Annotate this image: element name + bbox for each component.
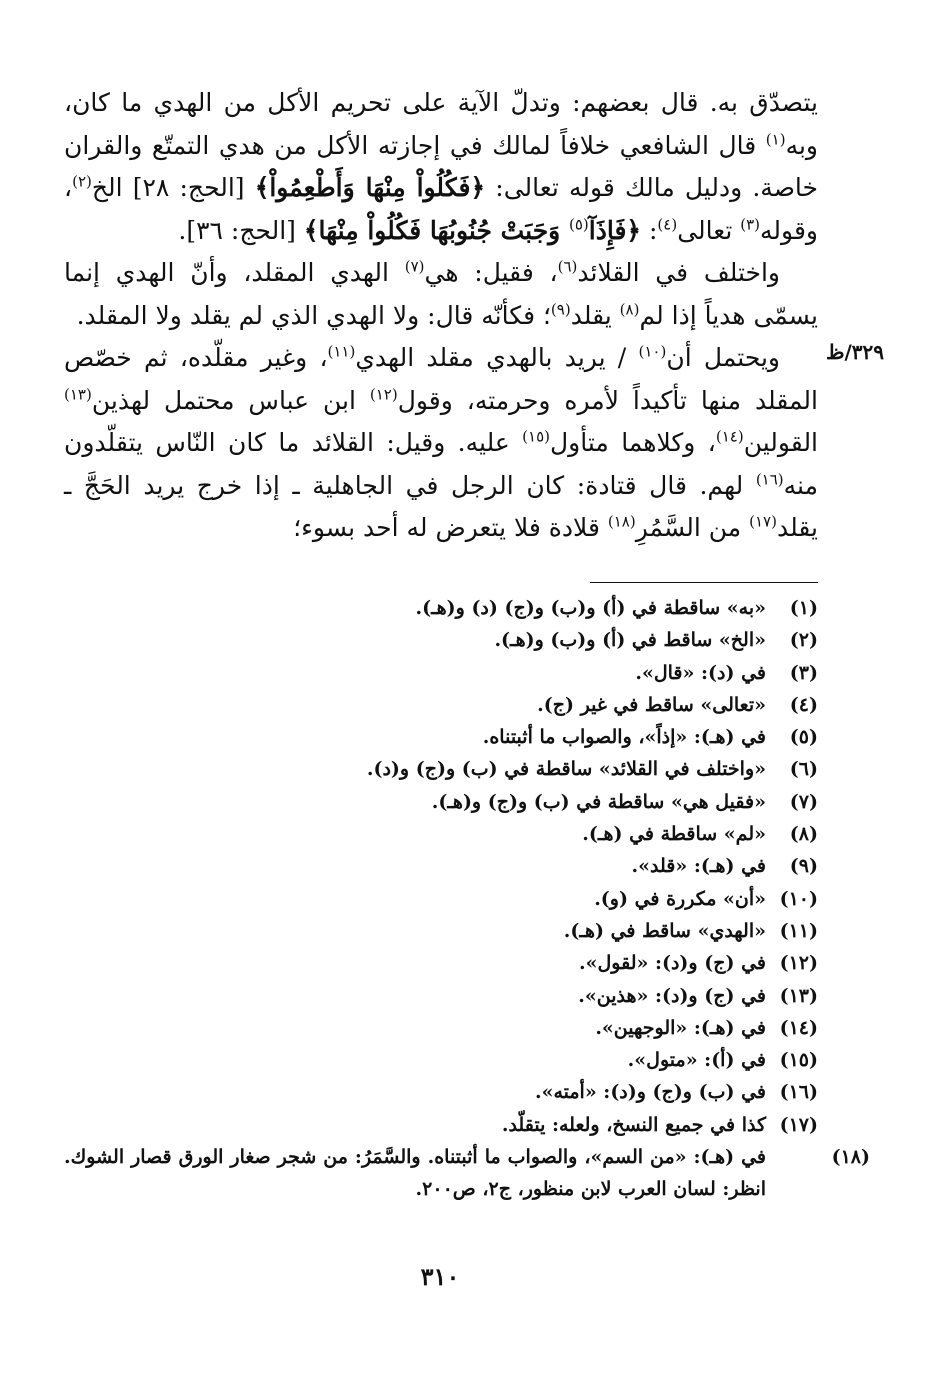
text-run: ، وغير مقلّده، ثم خصّص المقلد منها تأكيداً لأمره وحرمته، وقول <box>64 343 819 415</box>
quran-verse: وَجَبَتْ جُنُوبُهَا فَكُلُواْ مِنْهَا﴾ <box>303 215 569 245</box>
footnote-number: (٨) <box>789 823 818 846</box>
footnote-number: (٤) <box>789 693 818 716</box>
page-number: ٣١٠ <box>420 1262 460 1291</box>
footnote-8 <box>64 818 818 850</box>
footnote-ref: (٧) <box>404 257 425 276</box>
footnote-text: «أن» مكررة في (و). <box>594 887 766 910</box>
text-run: ، وقوله <box>64 173 818 245</box>
text-run: يقلد <box>570 300 620 330</box>
footnote-18 <box>64 1141 870 1206</box>
footnote-ref: (٢) <box>72 172 92 191</box>
footnote-text: في (ج) و(د): «لقول». <box>578 952 766 975</box>
footnote-number: (٣) <box>789 661 818 684</box>
text-run: من السَّمُرِ <box>635 513 750 542</box>
footnote-number: (٧) <box>789 790 818 813</box>
footnote-12 <box>64 947 818 979</box>
text-run: يتصدّق به. قال بعضهم: وتدلّ الآية على تحريم الأكل من الهدي ما كان، وبه <box>64 88 818 160</box>
footnote-number: (٩) <box>789 855 818 878</box>
footnote-text: «تعالى» ساقط في غير (ج). <box>537 693 766 716</box>
paragraph-3 <box>64 337 818 550</box>
manuscript-folio-marker: ٣٢٩/ظ <box>825 340 885 364</box>
footnote-text: في (أ): «متول». <box>627 1049 766 1072</box>
footnote-text: «به» ساقطة في (أ) و(ب) و(ج) (د) و(هـ). <box>415 597 766 619</box>
footnote-text: في (ج) و(د): «هذين». <box>578 984 766 1007</box>
footnote-17 <box>64 1109 818 1141</box>
footnote-ref: (٤) <box>657 215 678 234</box>
footnote-text: كذا في جميع النسخ، ولعله: يتقلّد. <box>501 1113 766 1136</box>
footnote-10 <box>64 883 818 915</box>
footnote-number: (٢) <box>789 629 818 652</box>
footnote-number: (٥) <box>789 726 818 749</box>
text-run: ابن عباس محتمل لهذين <box>91 385 370 415</box>
footnote-ref: (٦) <box>557 257 578 276</box>
footnote-number: (١٤) <box>779 1016 818 1039</box>
footnote-text: «واختلف في القلائد» ساقطة في (ب) و(ج) و(د). <box>366 758 766 781</box>
footnote-ref: (١٣) <box>64 385 92 404</box>
paragraph-1 <box>64 82 818 252</box>
text-run: [الحج: ٣٦]. <box>178 215 304 245</box>
footnote-ref: (٩) <box>550 300 571 319</box>
footnotes <box>64 592 870 1206</box>
text-run: قلادة فلا يتعرض له أحد بسوء؛ <box>293 513 608 542</box>
footnote-1 <box>64 592 818 624</box>
text-run: واختلف في القلائد <box>577 258 780 287</box>
text-run: ، فقيل: هي <box>424 258 558 287</box>
footnote-text: «لم» ساقطة في (هـ). <box>582 823 766 846</box>
footnote-2 <box>64 624 818 656</box>
footnote-divider <box>590 582 818 583</box>
text-run: لهم. قال قتادة: كان الرجل في الجاهلية ـ إذا خرج يريد الحَجَّ ـ يقلد <box>64 470 818 542</box>
footnote-number: (١٨) <box>831 1146 870 1169</box>
paragraph-2 <box>64 252 818 337</box>
footnote-11 <box>64 915 818 947</box>
footnote-number: (١١) <box>779 919 818 942</box>
footnote-text: في (هـ): «إذاً»، والصواب ما أثبتناه. <box>482 726 766 749</box>
footnote-number: (١٧) <box>779 1113 818 1136</box>
footnote-text: «الخ» ساقط في (أ) و(ب) و(هـ). <box>494 629 766 652</box>
quran-verse: ﴿فَكُلُواْ مِنْهَا وَأَطْعِمُواْ﴾ <box>254 173 486 202</box>
footnote-ref: (١٨) <box>607 512 636 531</box>
footnote-text: في (ب) و(ج) و(د): «أمته». <box>534 1081 766 1104</box>
footnote-ref: (١) <box>765 130 786 149</box>
footnote-15 <box>64 1044 818 1076</box>
text-run: عليه. وقيل: القلائد ما كان النّاس يتقلّدون منه <box>64 428 818 500</box>
text-run: قال الشافعي خلافاً لمالك في إجازته الأكل من هدي التمتّع والقران خاصة. ودليل مالك قوله تعالى: <box>64 130 818 202</box>
footnote-3 <box>64 657 818 689</box>
footnote-ref: (١١) <box>327 342 356 361</box>
footnote-text: في (هـ): «قلد». <box>631 855 766 878</box>
text-run: : <box>641 215 658 245</box>
footnote-5 <box>64 721 818 753</box>
footnote-ref: (٣) <box>740 215 761 234</box>
footnote-ref: (١٢) <box>369 385 398 404</box>
footnote-7 <box>64 786 818 818</box>
footnote-number: (٦) <box>789 758 818 781</box>
footnote-number: (١٣) <box>779 984 818 1007</box>
text-run: الهدي المقلد، وأنّ الهدي إنما يسمّى هدياً إذا لم <box>64 258 818 330</box>
text-run: ، وكلاهما متأول <box>550 428 716 457</box>
text-run: ؛ فكأنّه قال: ولا الهدي الذي لم يقلد ولا المقلد. <box>76 300 551 330</box>
footnote-ref: (١٥) <box>522 427 551 446</box>
footnote-ref: (١٠) <box>638 342 667 361</box>
footnote-text: «الهدي» ساقط في (هـ). <box>563 919 766 942</box>
footnote-4 <box>64 689 818 721</box>
footnote-16 <box>64 1076 818 1108</box>
footnote-text: في (د): «قال». <box>635 661 766 684</box>
main-text <box>64 82 818 550</box>
footnote-text: «فقيل هي» ساقطة في (ب) و(ج) و(هـ). <box>431 790 766 813</box>
footnote-13 <box>64 980 818 1012</box>
text-run: القولين <box>743 428 819 457</box>
footnote-text: في (هـ): «من السم»، والصواب ما أثبتناه. والسَّمَرُ: من شجر صغار الورق قصار الشوك. انظر: لسان العرب لابن منظور، ج٢، ص٢٠٠. <box>64 1146 766 1201</box>
text-run: تعالى <box>677 215 741 245</box>
footnote-14 <box>64 1012 818 1044</box>
footnote-number: (١) <box>789 597 818 619</box>
footnote-9 <box>64 850 818 882</box>
text-run: / يريد بالهدي مقلد الهدي <box>355 343 639 372</box>
footnote-ref: (١٧) <box>749 512 777 531</box>
text-run: ويحتمل أن <box>666 343 780 372</box>
footnote-number: (١٠) <box>779 887 818 910</box>
footnote-number: (١٦) <box>779 1081 818 1104</box>
quran-verse: ﴿فَإِذَآ <box>588 215 642 245</box>
text-run: [الحج: ٢٨] الخ <box>91 173 255 202</box>
footnote-ref: (٨) <box>619 300 640 319</box>
footnote-ref: (١٦) <box>755 470 784 489</box>
footnote-ref: (١٤) <box>715 427 744 446</box>
footnote-number: (١٢) <box>779 952 818 975</box>
footnote-text: في (هـ): «الوجهين». <box>595 1016 766 1039</box>
footnote-number: (١٥) <box>779 1049 818 1072</box>
footnote-ref: (٥) <box>568 215 589 234</box>
footnote-6 <box>64 753 818 785</box>
